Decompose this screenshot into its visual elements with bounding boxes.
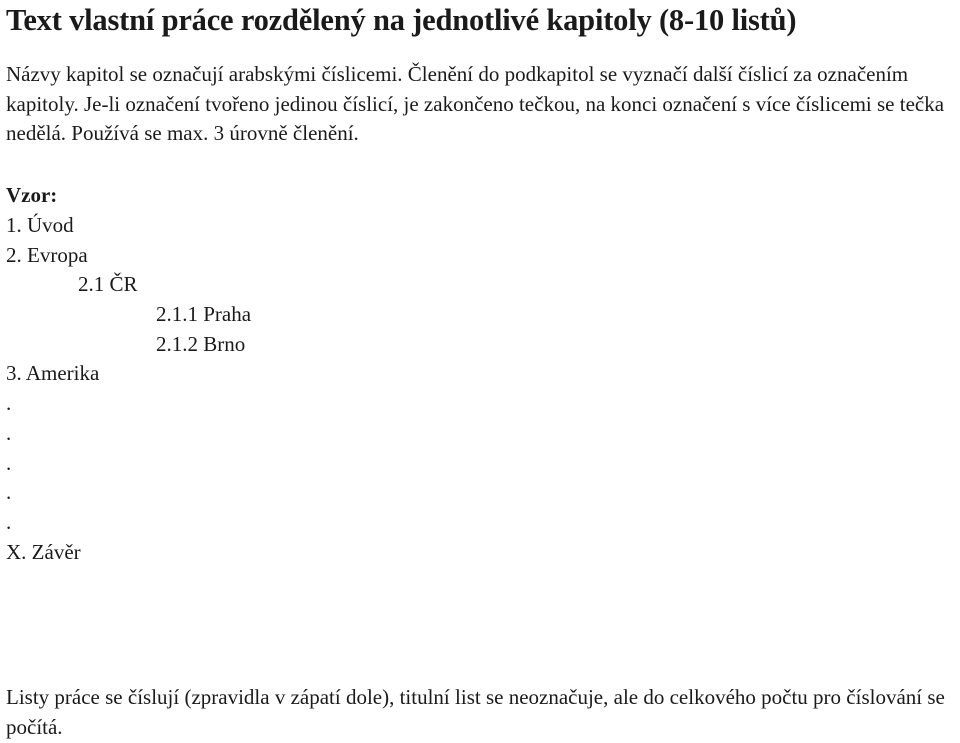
outline-item: . [6,480,12,505]
outline-item: X. Závěr [6,539,81,564]
outline-item: 1. Úvod [6,213,74,237]
outline-item: 2.1.1 Praha [156,302,252,327]
chapter-outline [6,211,251,567]
outline-item: 2. Evropa [6,242,88,267]
outline-item: 2.1.2 Brno [156,331,246,356]
outline-item: . [6,450,12,475]
footer-paragraph: Listy práce se číslují (zpravidla v zápatí dole), titulní list se neoznačuje, ale do celkového počtu pro číslování se počítá. [6,685,945,739]
intro-paragraph: Názvy kapitol se označují arabskými číslicemi. Členění do podkapitol se vyznačí další číslicí za označením kapitoly. Je-li označení tvořeno jedinou číslicí, je zakončeno tečkou, na konci označení s více číslicemi se tečka nedělá. Používá se max. 3 úrovně členění. [6,62,945,146]
outline-item: 2.1 ČR [78,272,138,297]
outline-item: 3. Amerika [6,361,100,386]
outline-item: . [6,391,12,416]
outline-item: . [6,420,12,445]
outline-item: . [6,509,12,534]
page-title: Text vlastní práce rozdělený na jednotlivé kapitoly (8-10 listů) [6,3,797,37]
example-label: Vzor: [6,183,58,207]
